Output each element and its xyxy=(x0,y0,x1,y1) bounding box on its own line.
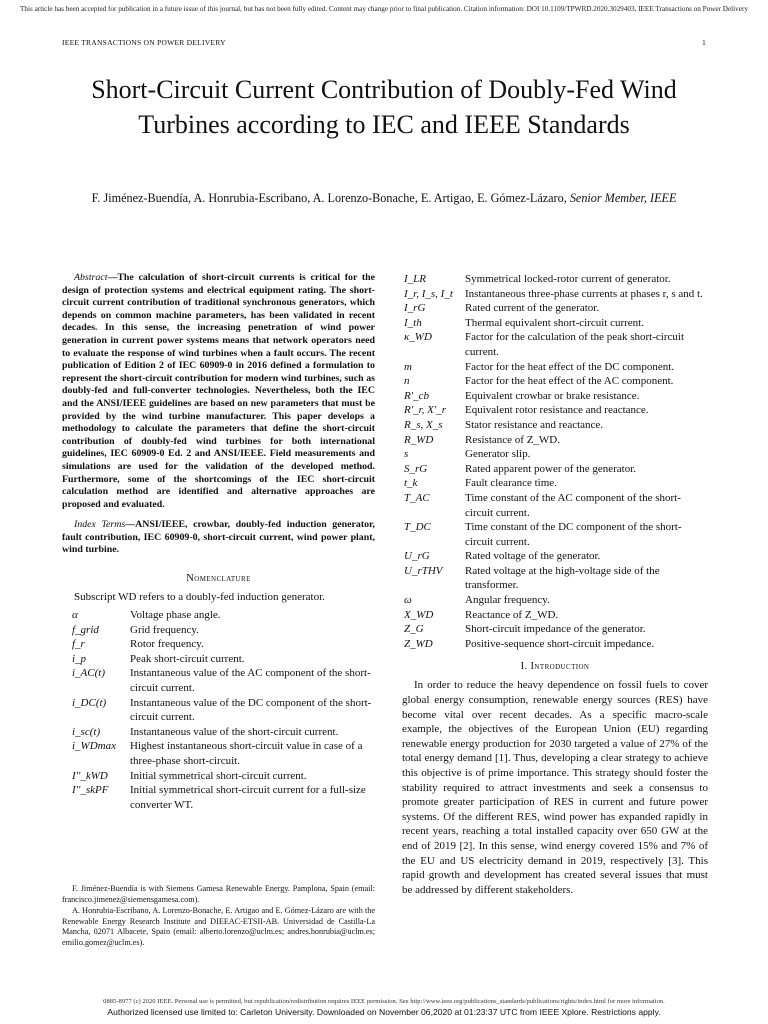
page-number: 1 xyxy=(702,38,706,47)
nomenclature-row xyxy=(402,520,708,549)
nomenclature-symbol: I''_kWD xyxy=(72,769,108,782)
nomenclature-symbol: I''_skPF xyxy=(72,784,109,797)
nomenclature-row xyxy=(62,652,375,667)
nomenclature-description: Equivalent rotor resistance and reactance. xyxy=(465,404,649,417)
nomenclature-symbol: f_r xyxy=(72,638,85,651)
nomenclature-description: Rated current of the generator. xyxy=(465,302,600,315)
running-head xyxy=(62,38,706,47)
introduction-heading: I. Introduction xyxy=(520,661,590,673)
nomenclature-symbol: I_th xyxy=(404,316,422,329)
nomenclature-row xyxy=(402,608,708,623)
nomenclature-row xyxy=(62,725,375,740)
nomenclature-description: Rotor frequency. xyxy=(130,638,204,651)
nomenclature-table-left xyxy=(62,608,375,812)
nomenclature-row xyxy=(62,637,375,652)
nomenclature-row xyxy=(402,564,708,593)
abstract-text: —The calculation of short-circuit currents is critical for the design of protection systems and electrical equipment rating. The short-circuit current contribution of traditional synchronous generators, which depends on common machine parameters, has been validated in recent decades. In this sense, the increasing penetration of wind power generation in current power systems means that network operators need to evaluate the response of wind turbines when a fault occurs. The recent publication of Edition 2 of IEC 60909-0 in 2016 defined a formulation to represent the short-circuit contribution for modern wind turbines, such as doubly-fed and full-converter technologies. Nevertheless, both the IEC and the ANSI/IEEE guidelines are based on new parameters that must be provided by the wind turbine manufacturer. This paper develops a methodology to calculate the parameters that define the short-circuit contribution of doubly-fed wind turbines for both international guidelines, IEC 60909-0 Ed. 2 and ANSI/IEEE. Field measurements and simulations are used for the validation of the developed method. Furthermore, some of the shortcomings of the IEC short-circuit calculation method are identified and alternative approaches are proposed and evaluated. xyxy=(62,272,375,510)
journal-name: IEEE TRANSACTIONS ON POWER DELIVERY xyxy=(62,38,226,47)
nomenclature-row xyxy=(402,360,708,375)
nomenclature-symbol: X_WD xyxy=(404,608,434,621)
nomenclature-symbol: s xyxy=(404,448,409,461)
nomenclature-row xyxy=(402,593,708,608)
nomenclature-description: Initial symmetrical short-circuit current for a full-size converter WT. xyxy=(130,784,366,811)
nomenclature-row xyxy=(402,374,708,389)
nomenclature-symbol: I_rG xyxy=(404,302,426,315)
author-list xyxy=(70,190,698,207)
nomenclature-symbol: i_p xyxy=(72,652,87,665)
author-names: F. Jiménez-Buendía, A. Honrubia-Escribano, A. Lorenzo-Bonache, E. Artigao, E. Gómez-Lázaro, xyxy=(91,191,567,205)
nomenclature-description: Generator slip. xyxy=(465,448,531,461)
nomenclature-symbol: R_WD xyxy=(404,433,434,446)
abstract-label: Abstract xyxy=(74,272,108,283)
nomenclature-symbol: m xyxy=(404,360,412,373)
nomenclature-description: Stator resistance and reactance. xyxy=(465,418,604,431)
nomenclature-row xyxy=(62,623,375,638)
nomenclature-description: Rated voltage of the generator. xyxy=(465,550,601,563)
nomenclature-row xyxy=(62,739,375,768)
author-footnote xyxy=(62,884,375,950)
nomenclature-row xyxy=(402,476,708,491)
nomenclature-row xyxy=(402,447,708,462)
nomenclature-description: Fault clearance time. xyxy=(465,477,557,490)
nomenclature-description: Instantaneous three-phase currents at phases r, s and t. xyxy=(465,287,703,300)
nomenclature-symbol: T_AC xyxy=(404,491,430,504)
nomenclature-symbol: R_s, X_s xyxy=(404,418,443,431)
nomenclature-row xyxy=(402,389,708,404)
nomenclature-symbol: κ_WD xyxy=(404,331,432,344)
nomenclature-symbol: Z_WD xyxy=(404,637,433,650)
nomenclature-row xyxy=(402,316,708,331)
nomenclature-row xyxy=(402,287,708,302)
nomenclature-row xyxy=(402,462,708,477)
nomenclature-description: Angular frequency. xyxy=(465,594,550,607)
nomenclature-symbol: T_DC xyxy=(404,521,431,534)
nomenclature-description: Peak short-circuit current. xyxy=(130,652,245,665)
nomenclature-row xyxy=(62,608,375,623)
nomenclature-row xyxy=(62,769,375,784)
nomenclature-row xyxy=(402,418,708,433)
nomenclature-description: Initial symmetrical short-circuit current. xyxy=(130,769,307,782)
nomenclature-symbol: R'_r, X'_r xyxy=(404,404,446,417)
nomenclature-row xyxy=(402,637,708,652)
nomenclature-description: Grid frequency. xyxy=(130,623,199,636)
nomenclature-symbol: ω xyxy=(404,594,412,607)
right-column xyxy=(402,272,708,897)
nomenclature-row xyxy=(402,622,708,637)
nomenclature-symbol: i_sc(t) xyxy=(72,725,101,738)
nomenclature-symbol: I_LR xyxy=(404,273,426,285)
nomenclature-description: Rated voltage at the high-voltage side of the transformer. xyxy=(465,564,660,592)
nomenclature-heading: Nomenclature xyxy=(186,573,251,585)
nomenclature-symbol: t_k xyxy=(404,477,418,490)
license-notice: Authorized licensed use limited to: Carleton University. Downloaded on November 06,2020 at 01:23:37 UTC from IEEE Xplore. Restrictions apply. xyxy=(107,1007,661,1017)
index-terms xyxy=(62,519,375,557)
nomenclature-row xyxy=(402,403,708,418)
nomenclature-symbol: U_rTHV xyxy=(404,564,443,577)
nomenclature-description: Voltage phase angle. xyxy=(130,609,221,622)
nomenclature-description: Equivalent crowbar or brake resistance. xyxy=(465,389,640,402)
nomenclature-symbol: S_rG xyxy=(404,462,428,475)
nomenclature-description: Time constant of the AC component of the short-circuit current. xyxy=(465,491,681,519)
nomenclature-row xyxy=(402,549,708,564)
index-terms-label: Index Terms xyxy=(74,519,126,531)
nomenclature-symbol: Z_G xyxy=(404,623,424,636)
subscript-note: Subscript WD refers to a doubly-fed induction generator. xyxy=(74,591,325,604)
author-membership: Senior Member, IEEE xyxy=(569,191,677,205)
nomenclature-description: Factor for the heat effect of the AC component. xyxy=(465,375,674,388)
nomenclature-description: Positive-sequence short-circuit impedance. xyxy=(465,637,655,650)
footnote-affiliation-2: A. Honrubia-Escribano, A. Lorenzo-Bonache, E. Artigao and E. Gómez-Lázaro are with the Renewable Energy Research Institute and DIEEAC-ETSII-AB. Universidad de Castilla-La Mancha, 02071 Albacete, Spain (email: alberto.lorenzo@uclm.es; andres.honrubia@uclm.es; emilio.gomez@uclm.es). xyxy=(62,906,375,947)
nomenclature-description: Resistance of Z_WD. xyxy=(465,433,560,446)
nomenclature-description: Factor for the heat effect of the DC component. xyxy=(465,360,675,373)
paper-title: Short-Circuit Current Contribution of Doubly-Fed Wind Turbines according to IEC and IEEE Standards xyxy=(91,75,677,139)
introduction-text: In order to reduce the heavy dependence on fossil fuels to cover global energy consumption, renewable energy sources (RES) have become vital over recent decades. As a specific macro-scale example, the objectives of the European Union (EU) regarding renewable energy production for 2030 targeted a value of 27% of the total energy demand [1]. Thus, developing a clear strategy to achieve this objective is of prime importance. This strategy should foster the stability required to attract investments and seek a consensus to promote greater participation of RES in current and future power systems. Of the different RES, wind power has expanded rapidly in recent years, reaching a total installed capacity over 650 GW at the end of 2019 [2]. In this sense, wind energy covered 15% and 7% of the EU and US electricity demand in 2019, respectively [3]. This rapid growth and development has created several issues that must be addressed by different stakeholders. xyxy=(402,679,708,896)
nomenclature-symbol: I_r, I_s, I_t xyxy=(404,287,453,300)
journal-notice: This article has been accepted for publication in a future issue of this journal, but has not been fully edited. Content may change prior to final publication. Citation information: DOI 10.1109/TPWRD.2020.3029403, IEEE Transactions on Power Delivery xyxy=(20,5,748,13)
nomenclature-symbol: i_DC(t) xyxy=(72,696,107,709)
nomenclature-symbol: n xyxy=(404,375,410,388)
nomenclature-symbol: U_rG xyxy=(404,550,430,563)
nomenclature-description: Thermal equivalent short-circuit current. xyxy=(465,316,644,329)
nomenclature-symbol: α xyxy=(72,609,78,622)
nomenclature-description: Symmetrical locked-rotor current of generator. xyxy=(465,273,671,285)
nomenclature-description: Time constant of the DC component of the short-circuit current. xyxy=(465,521,682,548)
left-column xyxy=(62,272,375,812)
abstract xyxy=(62,272,375,511)
nomenclature-symbol: i_WDmax xyxy=(72,740,116,753)
nomenclature-description: Factor for the calculation of the peak short-circuit current. xyxy=(465,331,684,358)
nomenclature-row xyxy=(402,330,708,359)
nomenclature-description: Rated apparent power of the generator. xyxy=(465,462,637,475)
nomenclature-symbol: R'_cb xyxy=(404,389,429,402)
nomenclature-description: Highest instantaneous short-circuit value in case of a three-phase short-circuit. xyxy=(130,740,363,767)
nomenclature-description: Instantaneous value of the DC component of the short-circuit current. xyxy=(130,696,372,724)
nomenclature-description: Short-circuit impedance of the generator. xyxy=(465,623,646,636)
nomenclature-description: Instantaneous value of the short-circuit current. xyxy=(130,725,339,738)
nomenclature-row xyxy=(402,433,708,448)
nomenclature-symbol: i_AC(t) xyxy=(72,667,105,680)
nomenclature-row xyxy=(402,272,708,287)
nomenclature-row xyxy=(402,301,708,316)
index-terms-text: —ANSI/IEEE, crowbar, doubly-fed induction generator, fault contribution, IEC 60909-0, short-circuit current, wind power plant, wind turbine. xyxy=(62,519,375,556)
nomenclature-row xyxy=(62,666,375,695)
nomenclature-description: Reactance of Z_WD. xyxy=(465,608,559,621)
nomenclature-row xyxy=(62,783,375,812)
nomenclature-row xyxy=(402,491,708,520)
nomenclature-table-right xyxy=(402,272,708,651)
footnote-affiliation-1: F. Jiménez-Buendía is with Siemens Gamesa Renewable Energy. Pamplona, Spain (email: francisco.jimenez@siemensgamesa.com). xyxy=(62,884,375,904)
nomenclature-symbol: f_grid xyxy=(72,623,99,636)
nomenclature-row xyxy=(62,696,375,725)
copyright-notice: 0885-8977 (c) 2020 IEEE. Personal use is permitted, but republication/redistribution requires IEEE permission. See http://www.ieee.org/publications_standards/publications/rights/index.html for more information. xyxy=(103,998,665,1005)
nomenclature-description: Instantaneous value of the AC component of the short-circuit current. xyxy=(130,667,371,695)
